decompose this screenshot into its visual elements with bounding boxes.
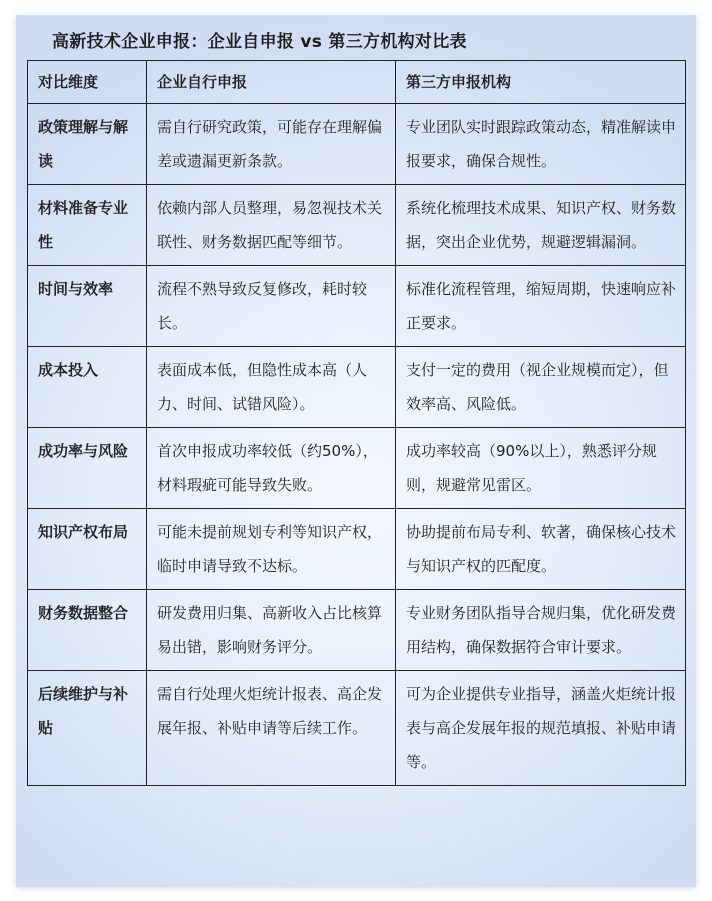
page-title: 高新技术企业申报：企业自申报 vs 第三方机构对比表 [52,32,467,52]
row-agency: 可为企业提供专业指导，涵盖火炬统计报表与高企发展年报的规范填报、补贴申请等。 [396,671,686,786]
header-self-apply: 企业自行申报 [147,61,396,104]
row-dimension: 政策理解与解读 [28,104,147,185]
row-self-apply: 需自行处理火炬统计报表、高企发展年报、补贴申请等后续工作。 [147,671,396,786]
row-dimension: 知识产权布局 [28,509,147,590]
row-agency: 成功率较高（90%以上），熟悉评分规则，规避常见雷区。 [396,428,686,509]
row-agency: 支付一定的费用（视企业规模而定），但效率高、风险低。 [396,347,686,428]
table-row [28,509,686,590]
row-agency: 专业财务团队指导合规归集，优化研发费用结构，确保数据符合审计要求。 [396,590,686,671]
row-agency: 协助提前布局专利、软著，确保核心技术与知识产权的匹配度。 [396,509,686,590]
row-dimension: 后续维护与补贴 [28,671,147,786]
table-row [28,590,686,671]
row-dimension: 成本投入 [28,347,147,428]
table-row [28,428,686,509]
row-self-apply: 依赖内部人员整理，易忽视技术关联性、财务数据匹配等细节。 [147,185,396,266]
row-self-apply: 可能未提前规划专利等知识产权，临时申请导致不达标。 [147,509,396,590]
table-row [28,347,686,428]
row-dimension: 时间与效率 [28,266,147,347]
row-dimension: 财务数据整合 [28,590,147,671]
row-self-apply: 流程不熟导致反复修改，耗时较长。 [147,266,396,347]
table-row [28,185,686,266]
row-self-apply: 首次申报成功率较低（约50%），材料瑕疵可能导致失败。 [147,428,396,509]
table-row [28,104,686,185]
row-agency: 专业团队实时跟踪政策动态，精准解读申报要求，确保合规性。 [396,104,686,185]
table-header-row [28,61,686,104]
row-self-apply: 表面成本低，但隐性成本高（人力、时间、试错风险）。 [147,347,396,428]
header-dimension: 对比维度 [28,61,147,104]
header-agency: 第三方申报机构 [396,61,686,104]
row-dimension: 材料准备专业性 [28,185,147,266]
table-row [28,266,686,347]
table-row [28,671,686,786]
row-self-apply: 研发费用归集、高新收入占比核算易出错，影响财务评分。 [147,590,396,671]
comparison-table [27,60,686,786]
row-agency: 标准化流程管理，缩短周期，快速响应补正要求。 [396,266,686,347]
row-dimension: 成功率与风险 [28,428,147,509]
row-agency: 系统化梳理技术成果、知识产权、财务数据，突出企业优势，规避逻辑漏洞。 [396,185,686,266]
row-self-apply: 需自行研究政策，可能存在理解偏差或遗漏更新条款。 [147,104,396,185]
